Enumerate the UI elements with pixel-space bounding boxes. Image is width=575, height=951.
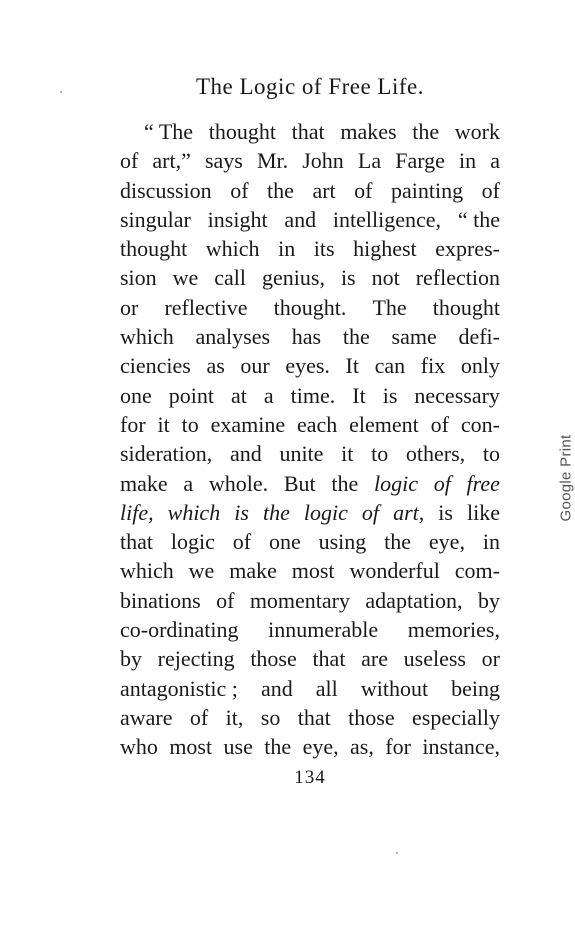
word: binations bbox=[120, 587, 201, 613]
word: art, bbox=[393, 499, 425, 525]
word: the bbox=[412, 119, 440, 144]
word: not bbox=[371, 265, 400, 291]
word: its bbox=[313, 236, 335, 262]
word: momentary bbox=[249, 587, 351, 613]
word: It bbox=[352, 382, 366, 408]
word: of bbox=[430, 411, 449, 437]
word: like bbox=[467, 499, 500, 525]
word: of bbox=[481, 177, 500, 203]
word: thought. bbox=[273, 294, 347, 320]
word: or bbox=[120, 294, 139, 320]
word: can bbox=[374, 353, 406, 379]
word: using bbox=[318, 529, 367, 555]
word: use bbox=[223, 734, 253, 760]
word: of bbox=[216, 587, 235, 613]
word: especially bbox=[412, 704, 500, 730]
word: those bbox=[348, 704, 395, 730]
word: element bbox=[349, 411, 419, 437]
word: so bbox=[260, 704, 281, 730]
word: point bbox=[168, 382, 214, 408]
word: it bbox=[341, 441, 354, 467]
word: co-ordinating bbox=[120, 617, 239, 643]
word: make bbox=[229, 558, 277, 584]
word: thought bbox=[120, 236, 188, 262]
word: call bbox=[214, 265, 247, 291]
word: John bbox=[302, 148, 344, 174]
word: reflective bbox=[164, 294, 248, 320]
word: it bbox=[157, 411, 170, 437]
word: aware bbox=[120, 704, 173, 730]
word: work bbox=[454, 119, 500, 144]
word: painting bbox=[391, 177, 464, 203]
word: fix bbox=[420, 353, 446, 379]
word: wonderful bbox=[349, 558, 440, 584]
word: being bbox=[451, 675, 500, 701]
word: useless bbox=[403, 646, 466, 672]
word: It bbox=[345, 353, 359, 379]
word: which bbox=[167, 499, 221, 525]
word: is bbox=[234, 499, 249, 525]
word: the bbox=[264, 734, 292, 760]
word: the bbox=[384, 529, 412, 555]
word: insight bbox=[207, 206, 268, 232]
word: is bbox=[382, 382, 398, 408]
word: we bbox=[172, 265, 199, 291]
word: logic bbox=[170, 529, 215, 555]
text-line bbox=[120, 703, 500, 732]
text-line bbox=[120, 586, 500, 615]
word: eye, bbox=[428, 529, 465, 555]
word: of bbox=[433, 470, 451, 496]
word: only bbox=[460, 353, 500, 379]
word: logic bbox=[373, 470, 418, 496]
word: which bbox=[120, 558, 174, 584]
word: our bbox=[240, 353, 270, 379]
word: a bbox=[263, 382, 274, 408]
word: “ the bbox=[457, 206, 500, 232]
word: make bbox=[120, 470, 168, 496]
text-line bbox=[120, 644, 500, 673]
word: who bbox=[120, 734, 158, 760]
word: sion bbox=[120, 265, 157, 291]
word: or bbox=[481, 646, 500, 672]
word: to bbox=[482, 441, 500, 467]
text-line bbox=[120, 351, 500, 380]
word: free bbox=[466, 470, 500, 496]
word: of bbox=[189, 704, 209, 730]
text-line bbox=[120, 293, 500, 322]
word: in bbox=[482, 529, 500, 555]
word: “ The bbox=[144, 119, 194, 144]
word: the bbox=[331, 470, 359, 496]
word: necessary bbox=[414, 382, 500, 408]
word: it, bbox=[225, 704, 244, 730]
word: life, bbox=[120, 499, 154, 525]
word: highest bbox=[353, 236, 417, 262]
word: eye, bbox=[302, 734, 339, 760]
word: logic bbox=[303, 499, 348, 525]
text-line bbox=[120, 146, 500, 175]
word: genius, bbox=[262, 265, 325, 291]
word: is bbox=[438, 499, 453, 525]
text-line bbox=[120, 527, 500, 556]
word: La bbox=[357, 148, 382, 174]
word: and bbox=[229, 441, 262, 467]
word: But bbox=[283, 470, 316, 496]
word: which bbox=[205, 236, 260, 262]
text-line bbox=[120, 469, 500, 498]
text-line bbox=[120, 176, 500, 205]
word: for bbox=[385, 734, 411, 760]
word: the bbox=[342, 324, 370, 350]
word: thought bbox=[208, 119, 276, 144]
word: the bbox=[262, 499, 290, 525]
word: a bbox=[183, 470, 194, 496]
word: defi- bbox=[458, 324, 500, 350]
word: instance, bbox=[422, 734, 500, 760]
word: of bbox=[230, 177, 249, 203]
text-line bbox=[120, 381, 500, 410]
word: con- bbox=[460, 411, 500, 437]
word: whole. bbox=[208, 470, 269, 496]
word: that bbox=[120, 529, 153, 555]
word: memories, bbox=[407, 617, 500, 643]
word: singular bbox=[120, 206, 191, 232]
word: unite bbox=[279, 441, 324, 467]
word: adaptation, bbox=[365, 587, 463, 613]
word: com- bbox=[454, 558, 500, 584]
word: makes bbox=[340, 119, 397, 144]
word: most bbox=[169, 734, 213, 760]
word: which bbox=[120, 324, 174, 350]
word: are bbox=[361, 646, 388, 672]
word: all bbox=[315, 675, 338, 701]
word: sideration, bbox=[120, 441, 213, 467]
word: each bbox=[296, 411, 338, 437]
word: art bbox=[312, 177, 336, 203]
word: without bbox=[360, 675, 429, 701]
word: Farge bbox=[395, 148, 445, 174]
word: discussion bbox=[120, 177, 212, 203]
text-line bbox=[120, 234, 500, 263]
word: of bbox=[232, 529, 252, 555]
word: by bbox=[120, 646, 142, 672]
word: most bbox=[291, 558, 335, 584]
word: as bbox=[206, 353, 225, 379]
word: analyses bbox=[195, 324, 271, 350]
word: reflection bbox=[415, 265, 500, 291]
word: that bbox=[312, 646, 346, 672]
word: one bbox=[268, 529, 301, 555]
word: intelligence, bbox=[332, 206, 442, 232]
text-line bbox=[120, 263, 500, 292]
word: as, bbox=[350, 734, 374, 760]
word: in bbox=[459, 148, 477, 174]
word: has bbox=[291, 324, 322, 350]
word: expres- bbox=[435, 236, 500, 262]
word: to bbox=[181, 411, 199, 437]
word: one bbox=[120, 382, 152, 408]
word: and bbox=[284, 206, 317, 232]
word: we bbox=[188, 558, 215, 584]
word: Mr. bbox=[256, 148, 289, 174]
word: antagonistic ; bbox=[120, 675, 238, 701]
scan-speck bbox=[396, 852, 398, 854]
text-line bbox=[120, 732, 500, 761]
word: to bbox=[371, 441, 389, 467]
word: says bbox=[204, 148, 243, 174]
text-line bbox=[120, 615, 500, 644]
word: a bbox=[490, 148, 500, 174]
word: time. bbox=[290, 382, 336, 408]
word: art,” bbox=[152, 148, 191, 174]
word: others, bbox=[405, 441, 466, 467]
word: at bbox=[231, 382, 247, 408]
word: for bbox=[120, 411, 146, 437]
text-line bbox=[120, 498, 500, 527]
scan-speck bbox=[60, 91, 62, 93]
word: of bbox=[120, 148, 139, 174]
text-line bbox=[120, 674, 500, 703]
word: examine bbox=[210, 411, 286, 437]
word: ciencies bbox=[120, 353, 191, 379]
word: eyes. bbox=[285, 353, 330, 379]
page-number: 134 bbox=[294, 767, 326, 788]
word: those bbox=[250, 646, 297, 672]
running-head: The Logic of Free Life. bbox=[196, 74, 424, 99]
word: rejecting bbox=[157, 646, 235, 672]
google-print-watermark: Google Print bbox=[557, 434, 575, 522]
word: is bbox=[340, 265, 356, 291]
word: in bbox=[278, 236, 296, 262]
word: that bbox=[297, 704, 331, 730]
word: that bbox=[291, 119, 325, 144]
word: thought bbox=[432, 294, 500, 320]
word: the bbox=[267, 177, 294, 203]
text-line bbox=[120, 117, 500, 146]
text-line bbox=[120, 205, 500, 234]
word: of bbox=[361, 499, 380, 525]
word: of bbox=[354, 177, 373, 203]
text-line bbox=[120, 439, 500, 468]
text-line bbox=[120, 556, 500, 585]
word: and bbox=[260, 675, 293, 701]
text-line bbox=[120, 410, 500, 439]
text-line bbox=[120, 322, 500, 351]
word: by bbox=[477, 587, 500, 613]
word: innumerable bbox=[268, 617, 379, 643]
word: same bbox=[391, 324, 437, 350]
body-text bbox=[120, 117, 500, 762]
word: The bbox=[372, 294, 407, 320]
